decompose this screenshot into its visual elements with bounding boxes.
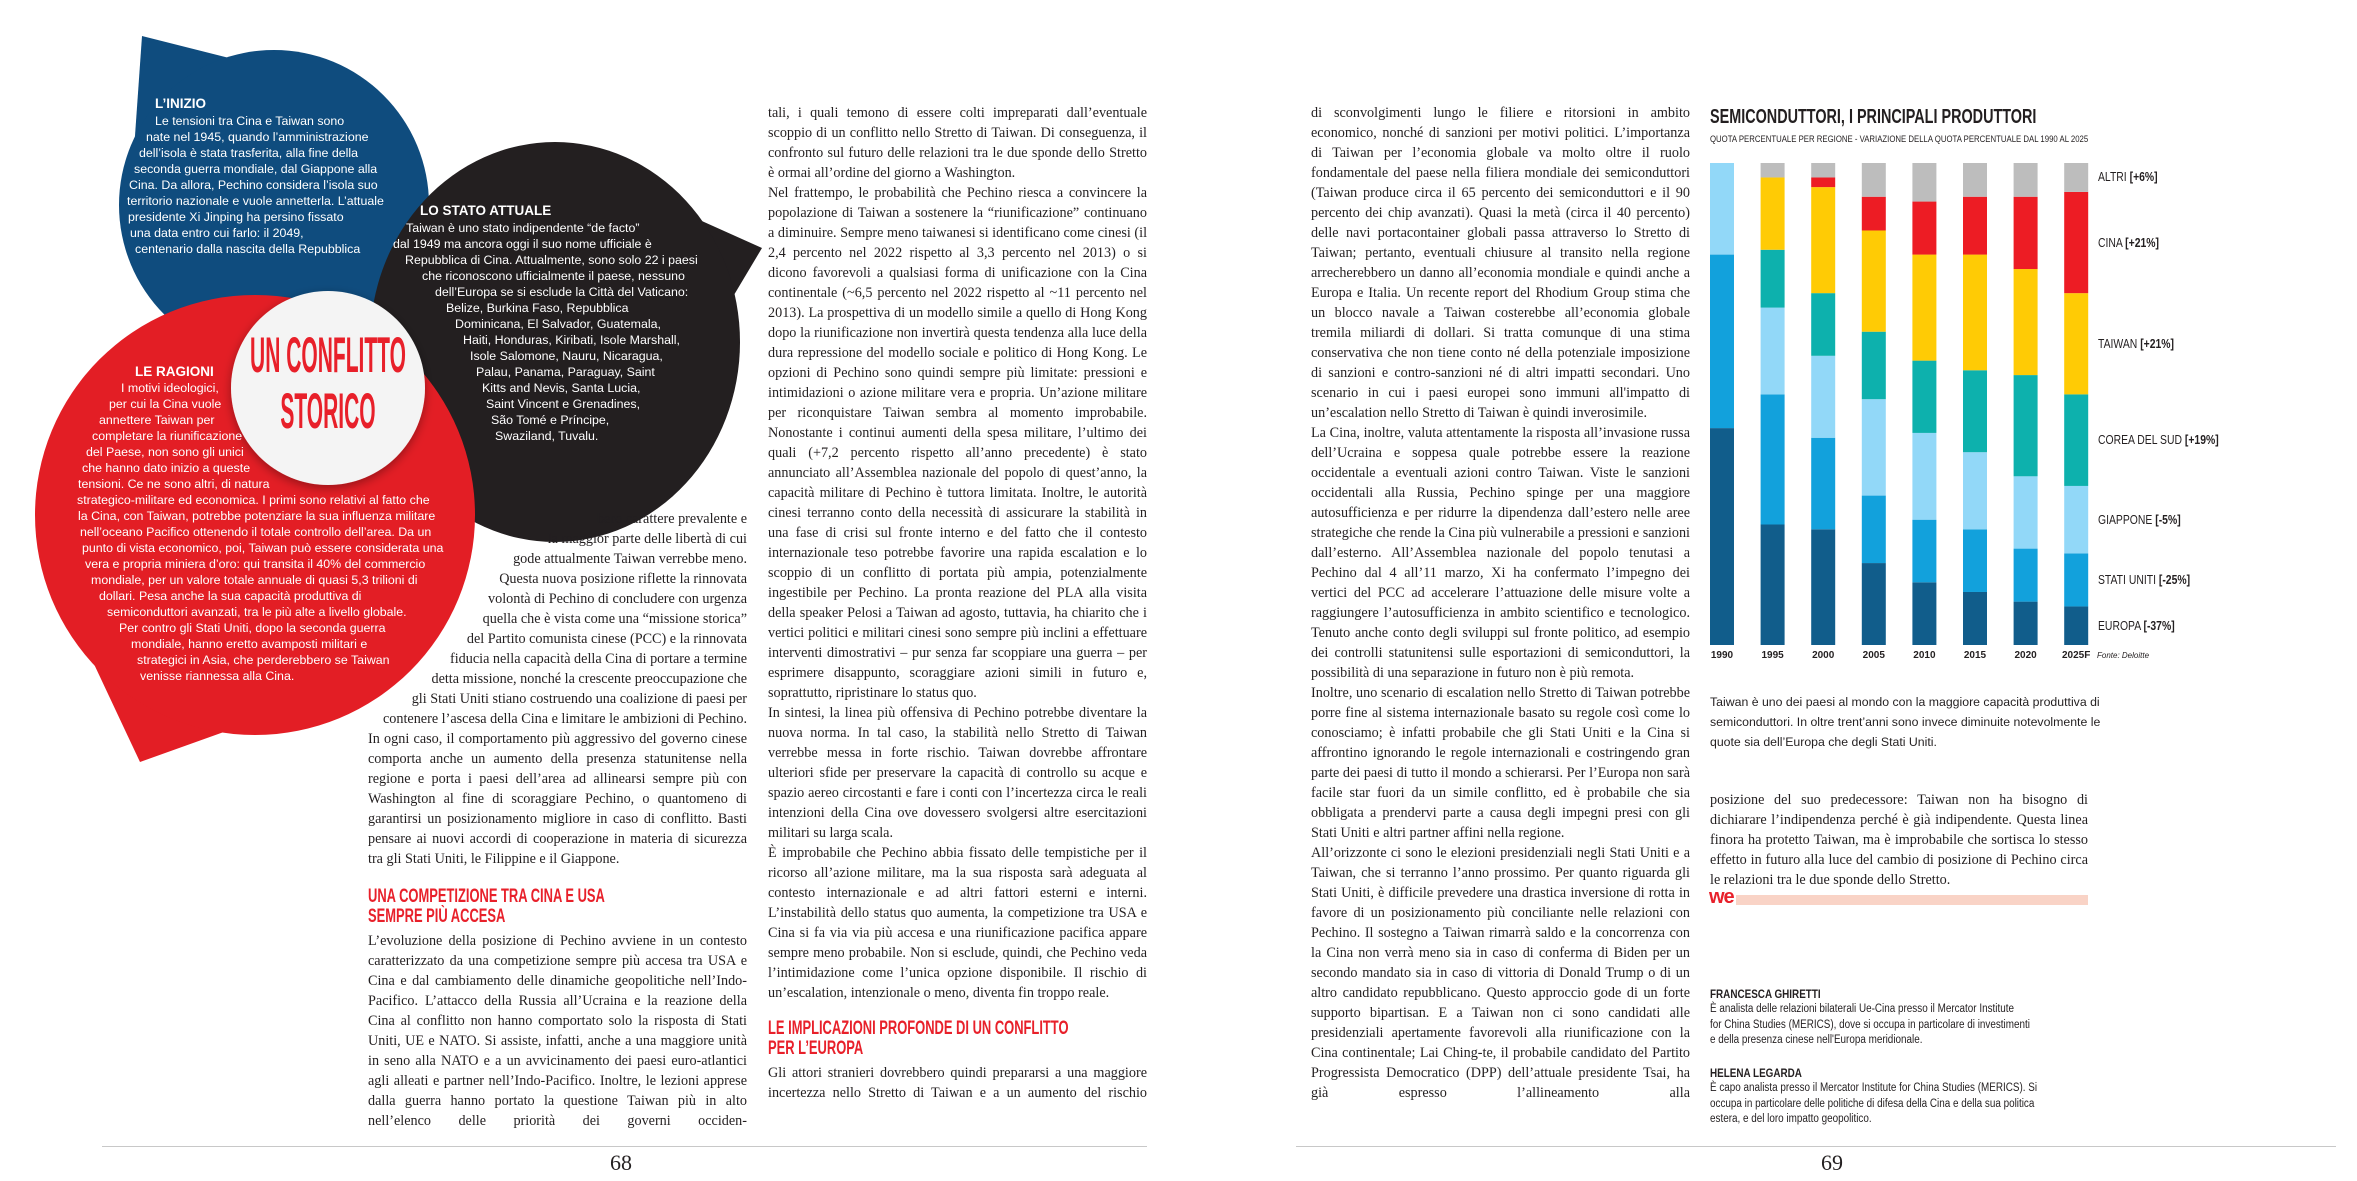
- bar-segment-altri-2020: [2014, 163, 2038, 197]
- bar-segment-corea-del-sud-2025F: [2064, 394, 2088, 486]
- bar-segment-stati-uniti-2000: [1811, 438, 1835, 530]
- bubble-text-line: Cina. Da allora, Pechino considera l’isola suo: [129, 178, 378, 192]
- bar-segment-stati-uniti-2020: [2014, 549, 2038, 602]
- stato-heading: LO STATO ATTUALE: [420, 203, 552, 218]
- bar-segment-corea-del-sud-2010: [1912, 361, 1936, 433]
- paragraph: Nel frattempo, le probabilità che Pechino riesca a convincere la popolazione di Taiwan a sostenere la “riunificazione” continuano a diminuire. Sempre meno taiwanesi si identificano come cinesi (il 2,4 percento nel 2022 rispetto al 3,3 percento nel 2013) o si dicono favorevoli a qualsiasi forma di unificazione con la Cina continentale (~6,5 percento nel 2022 rispetto al ~11 percento nel 2013). La prospettiva di un modello simile a quello di Hong Kong dopo la riunificazione non invertirà questa tendenza alla luce della dura repressione del modello sociale e politico di Hong Kong. Le opzioni di Pechino sono quindi sempre più limitate: pressioni e intimidazioni o azione militare vera e propria. Un’azione militare per riconquistare Taiwan sembra al momento improbabile. Nonostante i continui aumenti della spesa militare, l’ultimo dei quali (+7,2 percento rispetto all’anno precedente) è stato annunciato all’Assemblea nazionale del popolo di quest’anno, la capacità militare di Pechino è tuttora limitata. Inoltre, le autorità cinesi terranno conto della necessità di assicurare la stabilità in una fase di crisi sul fronte interno e del fatto che il contesto internazionale teso potrebbe favorire una rapida escalation e lo scoppio di un conflitto di portata più ampia, potenzialmente ingestibile per Pechino. La pronta reazione del PLA alla visita della speaker Pelosi a Taiwan ad agosto, tuttavia, ha chiarito che i vertici politici e militari cinesi sono sempre più inclini a effettuare interventi dimostrativi – pur senza far scoppiare una guerra – per esprimere disappunto, scoraggiare azioni simili in futuro e, soprattutto, ripristinare lo status quo.: [768, 185, 1148, 701]
- paragraph: posizione del suo predecessore: Taiwan non ha bisogno di dichiarare l’indipendenza perché è già indipendente. Questa linea finora ha protetto Taiwan, ma è improbabile che sortisca lo stesso effetto in futuro alla luce del cambio di posizione di Pechino circa le relazioni tra le due sponde dello Stretto.: [1710, 792, 2088, 888]
- bubble-text-line: Le tensioni tra Cina e Taiwan sono: [155, 114, 345, 128]
- legend-item: [2098, 512, 2181, 527]
- bubble-text-line: presidente Xi Jinping ha persino fissato: [128, 210, 344, 224]
- bubble-text-line: una data entro cui farlo: il 2049,: [130, 226, 304, 240]
- section-heading-line1: LE IMPLICAZIONI PROFONDE DI UN CONFLITTO: [768, 1018, 1069, 1039]
- legend-change: [+21%]: [2125, 234, 2159, 250]
- footer-rule: [102, 1146, 1147, 1147]
- bubble-text-line: che riconoscono ufficialmente il paese, nessuno: [422, 269, 685, 283]
- author-bio-line: È analista delle relazioni bilaterali Ue-Cina presso il Mercator Institute: [1710, 1003, 2014, 1015]
- bar-segment-europa-1995: [1761, 525, 1785, 646]
- magazine-logo: we: [1709, 886, 1734, 908]
- bubble-text-line: dal 1949 ma ancora oggi il suo nome ufficiale è: [393, 237, 652, 251]
- author-bio: [1710, 988, 2030, 1049]
- bar-segment-taiwan-2005: [1862, 230, 1886, 331]
- inizio-heading: L’INIZIO: [155, 96, 207, 111]
- bubble-text-line: del Paese, non sono gli unici: [86, 445, 244, 459]
- author-bio-line: for China Studies (MERICS), dove si occupa in particolare di investimenti: [1710, 1018, 2030, 1031]
- bar-segment-corea-del-sud-2000: [1811, 293, 1835, 356]
- bubble-text-line: Haiti, Honduras, Kiribati, Isole Marshall,: [463, 333, 680, 347]
- text-line: fiducia nella capacità della Cina di portare a termine: [449, 651, 747, 667]
- bubble-text-line: nate nel 1945, quando l’amministrazione: [146, 130, 369, 144]
- legend-item: [2098, 572, 2190, 587]
- x-tick-label: 2020: [2014, 650, 2037, 661]
- bubble-text-line: centenario dalla nascita della Repubblica: [135, 242, 361, 256]
- bar-segment-corea-del-sud-2015: [1963, 370, 1987, 452]
- x-tick-label: 2005: [1862, 650, 1885, 661]
- author-bio-line: È capo analista presso il Mercator Institute for China Studies (MERICS). Si: [1710, 1082, 2038, 1094]
- author-bio-line: occupa in particolare delle politiche di difesa della Cina e della sua politica: [1710, 1097, 2035, 1110]
- legend-item: [2098, 169, 2158, 184]
- chart-source: Fonte: Deloitte: [2097, 651, 2150, 660]
- bar-segment-giappone-1995: [1761, 308, 1785, 395]
- bar-segment-europa-1990: [1710, 428, 1734, 645]
- legend-item: [2098, 336, 2174, 351]
- bubble-text-line: seconda guerra mondiale, dal Giappone alla: [134, 162, 378, 176]
- bar-segment-stati-uniti-1995: [1761, 394, 1785, 524]
- feature-title-line2: STORICO: [280, 383, 376, 439]
- x-tick-label: 2025F: [2062, 650, 2091, 661]
- bubble-text-line: annettere Taiwan per: [99, 413, 215, 427]
- paragraph: È improbabile che Pechino abbia fissato delle tempistiche per il ricorso all’azione militare, ma la sua risposta sarà adeguata al contesto internazionale e ad altri fattori esterni e interni. L’instabilità dello status quo aumenta, la competizione tra USA e Cina si fa via via più accesa e una riunificazione pacifica appare sempre meno probabile. Non si esclude, quindi, che Pechino veda l’intimidazione come l’unica opzione disponibile. Il rischio di un’escalation, intenzionale o meno, diventa fin troppo reale.: [768, 845, 1147, 1001]
- bubble-text-line: nell’oceano Pacifico ottenendo il totale controllo dell’area. Da un: [80, 525, 432, 539]
- bar-segment-cina-2025F: [2064, 192, 2088, 293]
- bar-segment-stati-uniti-2025F: [2064, 553, 2088, 606]
- legend-name: TAIWAN: [2098, 335, 2138, 351]
- bubble-text-line: Dominicana, El Salvador, Guatemala,: [455, 317, 661, 331]
- bar-segment-europa-2025F: [2064, 606, 2088, 645]
- bubble-text-line: la Cina, con Taiwan, potrebbe potenziare la sua influenza militare: [78, 509, 436, 523]
- bar-segment-taiwan-2025F: [2064, 293, 2088, 394]
- bubble-text-line: I motivi ideologici,: [121, 381, 219, 395]
- author-name: FRANCESCA GHIRETTI: [1710, 989, 1821, 1001]
- bubble-text-line: vera e propria miniera d’oro: qui transita il 40% del commercio: [85, 557, 426, 571]
- legend-change: [-37%]: [2143, 617, 2175, 633]
- bubble-text-line: punto di vista economico, poi, Taiwan può essere considerata una: [82, 541, 444, 555]
- bar-segment-taiwan-2000: [1811, 187, 1835, 293]
- end-bar: [1736, 895, 2088, 905]
- paragraph: di sconvolgimenti lungo le filiere e ritorsioni in ambito economico, nonché di sanzioni per motivi politici. L’importanza di Taiwan per l’economia globale va molto oltre il ruolo fondamentale del paese nella filiera mondiale dei semiconduttori (Taiwan produce circa il 65 percento dei semiconduttori e il 90 percento dei chip avanzati). Quasi la metà (circa il 40 percento) delle navi portacontainer globali passa attraverso lo Stretto di Taiwan; pertanto, eventuali chiusure al transito nella regione arrecherebbero un danno all’economia mondiale e quindi anche a Europa e Italia. Un recente report del Rhodium Group stima che un blocco navale a Taiwan costerebbe all’economia globale tremila miliardi di dollari. Si tratta comunque di una stima conservativa che non tiene conto né della potenziale imposizione di sanzioni e contro-sanzioni né di altri impatti secondari. Uno scenario in cui i paesi europei sono immuni all'impatto di un’escalation nello Stretto di Taiwan è quindi inverosimile.: [1311, 105, 1690, 421]
- bar-segment-altri-1995: [1761, 163, 1785, 177]
- bar-segment-europa-2000: [1811, 529, 1835, 645]
- bubble-text-line: dell’Europa se si esclude la Città del Vaticano:: [435, 285, 689, 299]
- bubble-text-line: dell’isola è stata trasferita, alla fine della: [139, 146, 359, 160]
- author-name: HELENA LEGARDA: [1710, 1068, 1802, 1080]
- legend-name: CINA: [2098, 234, 2123, 250]
- bubble-text-line: territorio nazionale e vuole annetterla. L’attuale: [127, 194, 384, 208]
- section-heading-line2: SEMPRE PIÙ ACCESA: [368, 906, 506, 927]
- bar-segment-giappone-2020: [2014, 476, 2038, 548]
- legend-change: [+6%]: [2129, 169, 2158, 185]
- bar-segment-cina-2005: [1862, 197, 1886, 231]
- bubble-text-line: mondiale, per un valore totale annuale di quasi 5,3 trilioni di: [91, 573, 418, 587]
- paragraph: Gli attori stranieri dovrebbero quindi prepararsi a una maggiore incertezza nello Stretto di Taiwan e a un aumento del rischio: [768, 1065, 1147, 1101]
- bar-segment-giappone-2005: [1862, 399, 1886, 495]
- article-column-4: [1710, 790, 2088, 890]
- bar-segment-cina-2010: [1912, 202, 1936, 255]
- text-line: bero carattere prevalente e: [596, 511, 747, 527]
- paragraph: In sintesi, la linea più offensiva di Pechino potrebbe diventare la nuova norma. In tal caso, la stabilità nello Stretto di Taiwan verrebbe messa in forte rischio. Taiwan dovrebbe affrontare ulteriori sfide per preservare la capacità di controllo su acque e spazio aereo circostanti e fare i conti con l’incertezza circa le reali intenzioni della Cina ove dovessero svolgersi altre esercitazioni militari su larga scala.: [768, 705, 1147, 841]
- author-bio-line: e della presenza cinese nell'Europa meridionale.: [1710, 1034, 1923, 1046]
- x-tick-label: 2000: [1812, 650, 1835, 661]
- page-number: 69: [1821, 1150, 1843, 1175]
- legend-change: [-25%]: [2158, 571, 2191, 587]
- paragraph: Inoltre, uno scenario di escalation nello Stretto di Taiwan potrebbe porre fine al sistema internazionale basato su regole così come lo conosciamo; è infatti probabile che gli Stati Uniti e la Cina si affrontino ignorando le regole internazionali e costringendo gran parte dei paesi di tutto il mondo a schierarsi. Per l’Europa non sarà facile star fuori da un simile conflitto, ed è probabile che sia obbligata a prendervi parte a causa degli impegni presi con gli Stati Uniti e altri partner affini nella regione.: [1311, 685, 1690, 841]
- bubble-text-line: venisse riannessa alla Cina.: [140, 669, 295, 683]
- bar-segment-stati-uniti-2005: [1862, 496, 1886, 563]
- bar-segment-corea-del-sud-1995: [1761, 250, 1785, 308]
- text-line: contenere l’ascesa della Cina e limitare le ambizioni di Pechino.: [382, 711, 747, 727]
- bar-segment-giappone-2000: [1811, 356, 1835, 438]
- bar-segment-giappone-2015: [1963, 452, 1987, 529]
- bar-segment-altri-2025F: [2064, 163, 2088, 192]
- legend-item: [2098, 432, 2219, 447]
- bubble-text-line: per cui la Cina vuole: [109, 397, 222, 411]
- legend-name: COREA DEL SUD: [2098, 432, 2182, 448]
- bubble-text-line: strategico-militare ed economica. I primi sono relativi al fatto che: [77, 493, 430, 507]
- paragraph: La Cina, inoltre, valuta attentamente la risposta all’invasione russa dell’Ucraina e soppesa quale potrebbe essere la reazione occidentale a eventuali azioni contro Taiwan. Viste le sanzioni occidentali alla Russia, Pechino spinge per una maggiore autosufficienza e per ridurre la dipendenza dall’estero nelle aree strategiche che rende la Cina più vulnerabile a pressioni e sanzioni dall’esterno. All’Assemblea nazionale del popolo tenutasi a Pechino dal 4 all’11 marzo, Xi ha confermato l’impegno dei vertici del PCC ad accelerare l’attuazione delle misure volte a raggiungere l’autosufficienza in ambito scientifico e tecnologico. Tenuto anche conto degli sviluppi sul fronte politico, ad esempio dei controlli statunitensi sulle esportazioni di semiconduttori, la possibilità di una separazione in futuro non è più remota.: [1311, 425, 1690, 681]
- legend-name: STATI UNITI: [2098, 571, 2156, 587]
- bubble-text-line: completare la riunificazione: [92, 429, 243, 443]
- bar-segment-giappone-2025F: [2064, 486, 2088, 553]
- legend-name: GIAPPONE: [2098, 511, 2153, 527]
- text-line: la maggior parte delle libertà di cui: [547, 531, 747, 547]
- page-number: 68: [610, 1150, 632, 1175]
- legend-change: [+21%]: [2140, 335, 2175, 351]
- bar-segment-taiwan-2020: [2014, 269, 2038, 375]
- legend-name: EUROPA: [2098, 617, 2141, 633]
- author-bio: [1710, 1067, 2037, 1128]
- bar-segment-taiwan-1995: [1761, 177, 1785, 249]
- bar-segment-altri-2010: [1912, 163, 1936, 202]
- legend-name: ALTRI: [2098, 169, 2127, 185]
- bar-segment-giappone-1990: [1710, 163, 1734, 255]
- legend-item: [2098, 618, 2175, 633]
- bar-segment-cina-2000: [1811, 177, 1835, 187]
- author-bio-line: estera, e del loro impatto geopolitico.: [1710, 1113, 1872, 1125]
- paragraph: tali, i quali temono di essere colti impreparati dall’eventuale scoppio di un conflitto nello Stretto di Taiwan. Di conseguenza, il confronto sul futuro delle relazioni tra le due sponde dello Stretto è ormai all’ordine del giorno a Washington.: [768, 105, 1147, 181]
- bar-segment-giappone-2010: [1912, 433, 1936, 520]
- bubble-text-line: Isole Salomone, Nauru, Nicaragua,: [470, 349, 663, 363]
- chart-title: SEMICONDUTTORI, I PRINCIPALI PRODUTTORI: [1710, 106, 2037, 128]
- text-line: quella che è vista come una “missione storica”: [482, 611, 747, 627]
- text-line: gode attualmente Taiwan verrebbe meno.: [513, 551, 747, 567]
- bar-segment-europa-2020: [2014, 602, 2038, 645]
- text-line: Questa nuova posizione riflette la rinnovata: [499, 571, 747, 587]
- bubble-text-line: che hanno dato inizio a queste: [82, 461, 251, 475]
- bubble-text-line: tensioni. Ce ne sono altri, di natura: [78, 477, 270, 491]
- bubble-text-line: Palau, Panama, Paraguay, Saint: [476, 365, 655, 379]
- bar-segment-europa-2005: [1862, 563, 1886, 645]
- bubble-text-line: Swaziland, Tuvalu.: [495, 429, 599, 443]
- x-tick-label: 1990: [1710, 650, 1734, 661]
- bar-segment-stati-uniti-2010: [1912, 520, 1936, 583]
- bar-segment-cina-2015: [1963, 197, 1987, 255]
- x-tick-label: 2010: [1913, 650, 1936, 661]
- bar-segment-altri-2015: [1963, 163, 1987, 197]
- bubble-text-line: mondiale, hanno eretto avamposti militari e: [131, 637, 368, 651]
- x-tick-label: 2015: [1963, 650, 1987, 661]
- bubble-text-line: semiconduttori avanzati, tra le più alte a livello globale.: [107, 605, 407, 619]
- chart-caption: Taiwan è uno dei paesi al mondo con la maggiore capacità produttiva di semiconduttori. In oltre trent’anni sono invece diminuite notevolmente le quote sia dell’Europa che degli Stati Uniti.: [1710, 695, 2101, 749]
- bar-segment-taiwan-2010: [1912, 255, 1936, 361]
- legend-change: [+19%]: [2184, 432, 2219, 448]
- x-tick-label: 1995: [1761, 650, 1784, 661]
- paragraph: L’evoluzione della posizione di Pechino avviene in un contesto caratterizzato da una competizione sempre più accesa tra USA e Cina e dal cambiamento delle dinamiche geopolitiche nell’Indo-Pacifico. L’attacco della Russia all’Ucraina e la reazione della Cina al conflitto non hanno comportato solo la risposta di Stati Uniti, UE e NATO. Si assiste, infatti, anche a una maggiore unità in seno alla NATO e a un avvicinamento dei paesi euro-atlantici agli alleati e partner nell’Indo-Pacifico. Inoltre, le lezioni apprese dalla guerra hanno portato la questione Taiwan più in alto nell’elenco delle priorità dei governi occiden-: [368, 933, 747, 1129]
- bubble-text-line: strategici in Asia, che perderebbero se Taiwan: [137, 653, 390, 667]
- feature-title-line1: UN CONFLITTO: [250, 327, 406, 383]
- bubble-text-line: Per contro gli Stati Uniti, dopo la seconda guerra: [119, 621, 386, 635]
- text-line: detta missione, nonché la crescente preoccupazione che: [431, 671, 747, 687]
- footer-rule: [1296, 1146, 2336, 1147]
- chart-subtitle: QUOTA PERCENTUALE PER REGIONE - VARIAZIONE DELLA QUOTA PERCENTUALE DAL 1990 AL 2025: [1710, 134, 2089, 145]
- bubble-text-line: Taiwan è uno stato indipendente “de facto”: [406, 221, 640, 235]
- section-heading-line2: PER L’EUROPA: [768, 1038, 864, 1059]
- legend-change: [-5%]: [2155, 511, 2181, 527]
- bar-segment-stati-uniti-2015: [1963, 529, 1987, 592]
- legend-item: [2098, 235, 2159, 250]
- bubble-text-line: Kitts and Nevis, Santa Lucia,: [482, 381, 641, 395]
- text-line: del Partito comunista cinese (PCC) e la rinnovata: [466, 631, 747, 647]
- paragraph: All’orizzonte ci sono le elezioni presidenziali negli Stati Uniti e a Taiwan, che si terranno l’anno prossimo. Per quanto riguarda gli Stati Uniti, è difficile prevedere una drastica inversione di rotta in favore di un posizionamento più conciliante nelle relazioni con Pechino. Il sostegno a Taiwan rimarrà saldo e la concorrenza con la Cina non verrà meno sia in caso di conferma di Biden per un secondo mandato sia in caso di vittoria di Donald Trump o di un altro candidato repubblicano. Questo approccio gode di un forte supporto bipartisan. E a Taiwan non ci sono candidati alle presidenziali apertamente favorevoli alla riunificazione con la Cina continentale; Lai Ching-te, il probabile candidato del Partito Progressista Democratico (DPP) dell’attuale presidente Tsai, ha già espresso l’allineamento alla: [1311, 845, 1690, 1101]
- text-line: volontà di Pechino di concludere con urgenza: [488, 591, 747, 607]
- bubble-text-line: dollari. Pesa anche la sua capacità produttiva di: [99, 589, 362, 603]
- bar-segment-cina-2020: [2014, 197, 2038, 269]
- bubble-text-line: Belize, Burkina Faso, Repubblica: [446, 301, 629, 315]
- ragioni-heading: LE RAGIONI: [135, 364, 214, 379]
- bubble-text-line: Saint Vincent e Grenadines,: [486, 397, 641, 411]
- bar-segment-stati-uniti-1990: [1710, 255, 1734, 429]
- bar-segment-corea-del-sud-2005: [1862, 332, 1886, 399]
- paragraph: In ogni caso, il comportamento più aggressivo del governo cinese comporta anche un aumento della presenza statunitense nella regione e porta i paesi dell’area ad allinearsi sempre più con Washington al fine di scoraggiare Pechino, o quantomeno di garantirsi un posizionamento migliore in caso di conflitto. Basti pensare ai nuovi accordi di cooperazione in materia di sicurezza tra gli Stati Uniti, le Filippine e il Giappone.: [368, 731, 747, 867]
- bar-segment-altri-2005: [1862, 163, 1886, 197]
- text-line: gli Stati Uniti stiano costruendo una coalizione di paesi per: [411, 691, 747, 707]
- bar-segment-taiwan-2015: [1963, 255, 1987, 371]
- bar-segment-europa-2015: [1963, 592, 1987, 645]
- section-heading-line1: UNA COMPETIZIONE TRA CINA E USA: [368, 886, 605, 907]
- bar-segment-europa-2010: [1912, 582, 1936, 645]
- bubble-text-line: São Tomé e Príncipe,: [491, 413, 610, 427]
- bubble-text-line: Repubblica di Cina. Attualmente, sono solo 22 i paesi: [405, 253, 698, 267]
- bar-segment-altri-2000: [1811, 163, 1835, 177]
- bar-segment-corea-del-sud-2020: [2014, 375, 2038, 476]
